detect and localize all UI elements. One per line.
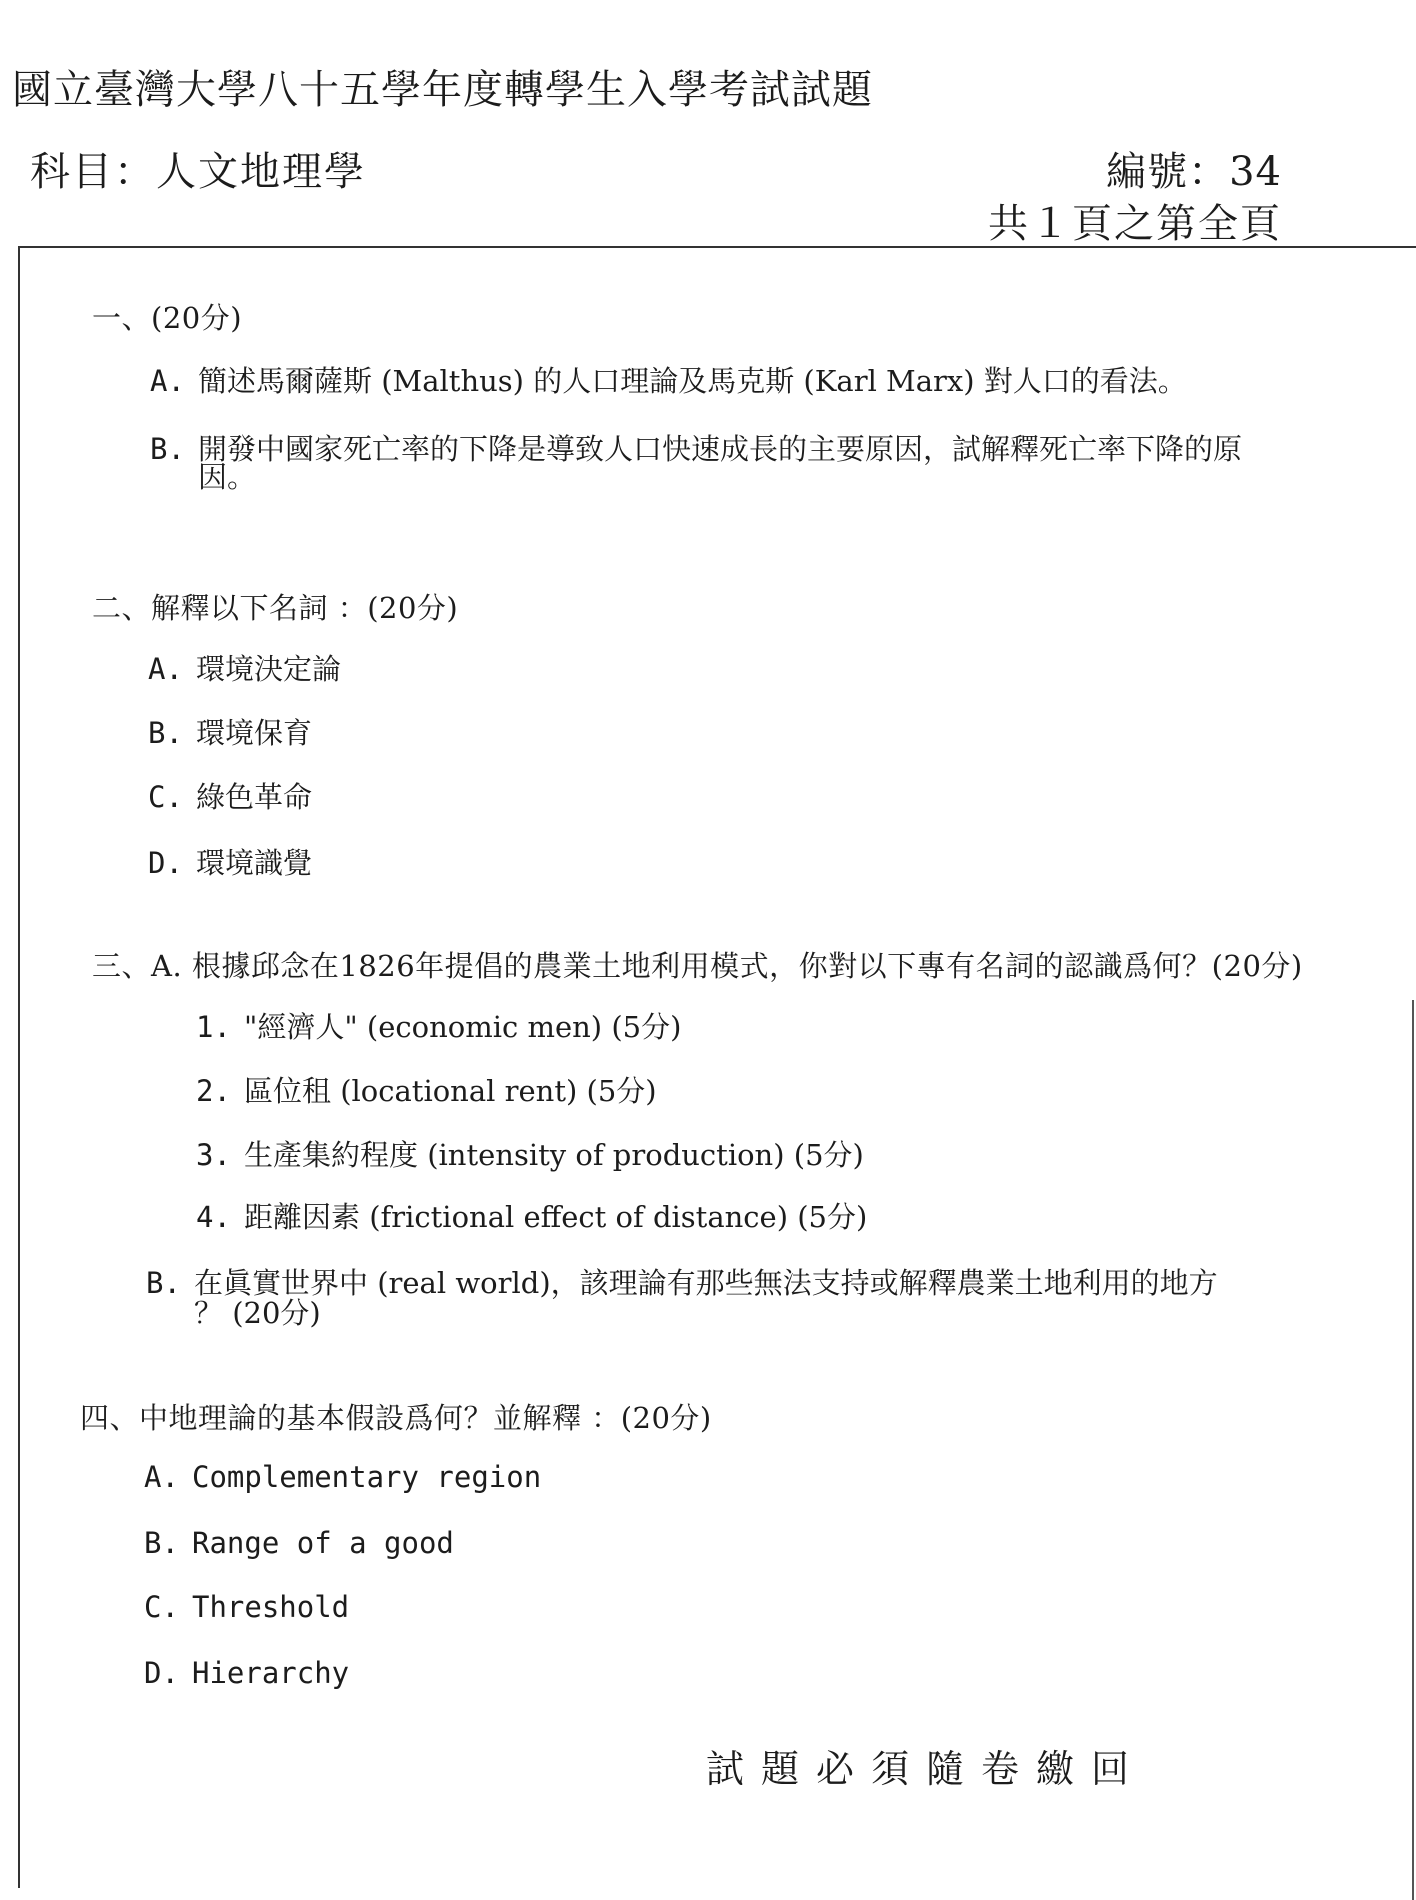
item-text: "經濟人" (economic men) (5分) [244,1010,682,1044]
item-label: 3. [196,1138,231,1172]
question-4-item-a [144,1460,541,1494]
item-label: C. [144,1590,179,1624]
exam-title: 國立臺灣大學八十五學年度轉學生入學考試試題 [12,67,873,113]
question-2-item-d [148,846,312,880]
item-text: 開發中國家死亡率的下降是導致人口快速成長的主要原因，試解釋死亡率下降的原 [198,432,1243,466]
item-text: Range of a good [192,1526,454,1560]
item-text: 綠色革命 [196,780,313,814]
item-text: 在眞實世界中 (real world)，該理論有那些無法支持或解釋農業土地利用的地方 [194,1266,1218,1300]
question-2-item-a [148,652,341,686]
item-label: B. [148,716,183,750]
question-3-subitem-1 [196,1010,681,1044]
item-label: A. [148,652,183,686]
exam-code: 編號：34 [1106,149,1282,195]
item-label: A. [144,1460,179,1494]
item-label: 1. [196,1010,231,1044]
subject-label: 科目：人文地理學 [30,149,366,195]
item-label: B. [146,1266,181,1300]
item-text: Complementary region [192,1460,542,1494]
item-label: B. [144,1526,179,1560]
question-3-item-b-continued: ？ (20分) [194,1296,321,1330]
question-1-item-b-continued: 因。 [198,460,257,494]
item-text: 距離因素 (frictional effect of distance) (5分) [244,1200,868,1234]
question-3-subitem-4 [196,1200,867,1234]
item-text: 環境保育 [196,716,313,750]
item-label: 4. [196,1200,231,1234]
question-2-item-b [148,716,312,750]
item-text: Threshold [192,1590,350,1624]
question-2-heading: 二、解釋以下名詞 ：(20分) [92,591,459,625]
item-text: Hierarchy [192,1656,350,1690]
item-text: 簡述馬爾薩斯 (Malthus) 的人口理論及馬克斯 (Karl Marx) 對人口的看法。 [198,364,1187,398]
item-label: 2. [196,1074,231,1108]
question-1-heading: 一、(20分) [92,301,243,335]
return-notice: 試題必須隨卷繳回 [706,1747,1147,1791]
question-3-subitem-2 [196,1074,657,1108]
item-text: 生產集約程度 (intensity of production) (5分) [244,1138,864,1172]
question-2-item-c [148,780,312,814]
frame-right-edge [1412,1000,1414,1900]
item-label: B. [150,432,185,466]
question-3-item-b [146,1266,1218,1300]
item-text: 環境決定論 [196,652,342,686]
question-1-item-a [150,364,1187,398]
item-text: 區位租 (locational rent) (5分) [244,1074,657,1108]
question-4-item-d [144,1656,349,1690]
question-4-item-c [144,1590,349,1624]
item-label: D. [148,846,183,880]
question-4-heading: 四、中地理論的基本假設爲何？並解釋 ：(20分) [80,1401,712,1435]
item-text: 環境識覺 [196,846,313,880]
item-label: D. [144,1656,179,1690]
question-3-subitem-3 [196,1138,864,1172]
question-3-heading: 三、A. 根據邱念在1826年提倡的農業土地利用模式，你對以下專有名詞的認識爲何？(20分) [92,949,1303,983]
question-4-item-b [144,1526,454,1560]
item-label: A. [150,364,185,398]
page-count: 共１頁之第全頁 [988,201,1282,247]
item-label: C. [148,780,183,814]
question-1-item-b [150,432,1242,466]
